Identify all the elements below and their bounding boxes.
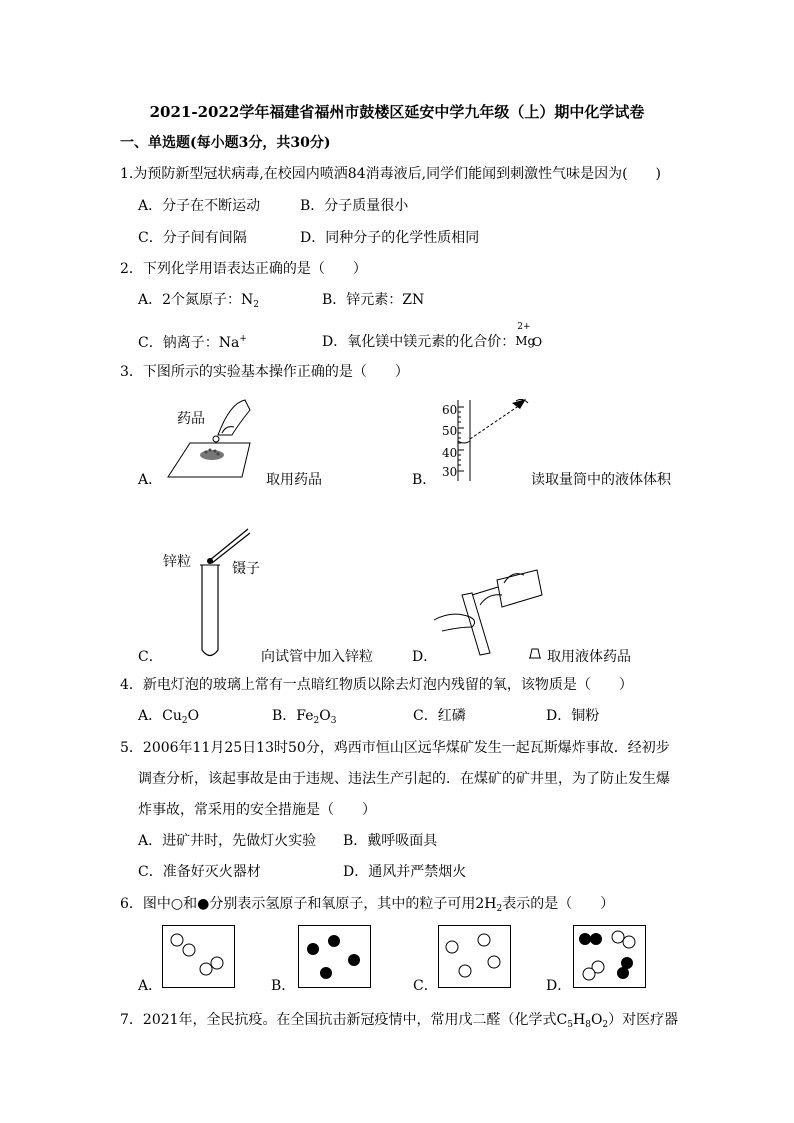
question-6-stem: 6．图中○和●分别表示氢原子和氧原子，其中的粒子可用$2H_2$表示的是（ ） xyxy=(120,896,615,914)
q5-option-c[interactable]: C．准备好灭火器材 xyxy=(138,864,261,880)
q6-box-b xyxy=(298,925,372,989)
q3-c-caption: 向试管中加入锌粒 xyxy=(261,649,373,665)
cyl-tick-60: 60 xyxy=(442,403,458,417)
cyl-tick-30: 30 xyxy=(442,465,458,479)
question-5-line-3: 炸事故，常采用的安全措施是（ ） xyxy=(138,802,376,818)
q1-option-b[interactable]: B．分子质量很小 xyxy=(300,198,409,214)
q2-option-c[interactable]: C．钠离子：Na+ xyxy=(138,334,247,351)
valence-label: 2+ xyxy=(517,322,531,332)
question-2-stem: 2．下列化学用语表达正确的是（ ） xyxy=(120,261,367,277)
q2-option-b[interactable]: B．锌元素：ZN xyxy=(322,292,425,308)
page-title: 2021-2022学年福建省福州市鼓楼区延安中学九年级（上）期中化学试卷 xyxy=(149,103,645,121)
q6-box-c xyxy=(438,925,512,989)
q4-option-b[interactable]: B．$Fe_2O_3$ xyxy=(272,708,337,726)
bottle-stopper-icon xyxy=(527,646,543,662)
question-4-stem: 4．新电灯泡的玻璃上常有一点暗红物质以除去灯泡内残留的氧，该物质是（ ） xyxy=(120,677,633,693)
question-5-line-1: 5．2006年11月25日13时50分，鸡西市恒山区远华煤矿发生一起瓦斯爆炸事故．经初步 xyxy=(120,740,670,756)
q1-option-c[interactable]: C．分子间有间隔 xyxy=(138,230,247,246)
q3-option-d[interactable]: D． xyxy=(412,649,438,665)
q2-option-a[interactable]: A．2个氮原子：$N_2$ xyxy=(138,292,260,310)
q3-option-a[interactable]: A． xyxy=(138,472,163,488)
q3-option-c[interactable]: C． xyxy=(138,649,163,665)
q6-box-d xyxy=(573,925,647,989)
q4-option-d[interactable]: D．铜粉 xyxy=(546,708,600,724)
section-heading: 一、单选题(每小题3分，共30分) xyxy=(120,135,331,151)
q1-option-d[interactable]: D．同种分子的化学性质相同 xyxy=(300,230,480,246)
q5-option-d[interactable]: D．通风并严禁烟火 xyxy=(343,864,467,880)
figure-test-tube-zinc xyxy=(190,525,260,665)
label-drug: 药品 xyxy=(177,411,205,427)
q5-option-b[interactable]: B．戴呼吸面具 xyxy=(343,833,438,849)
q4-option-c[interactable]: C．红磷 xyxy=(413,708,466,724)
label-zinc: 锌粒 xyxy=(163,554,191,570)
q3-d-caption: 取用液体药品 xyxy=(547,649,631,665)
q6-option-a[interactable]: A． xyxy=(138,978,163,994)
q5-option-a[interactable]: A．进矿井时，先做灯火实验 xyxy=(138,833,317,849)
q6-box-a xyxy=(162,925,236,989)
element-mg: Mg xyxy=(515,334,536,348)
question-3-stem: 3．下图所示的实验基本操作正确的是（ ） xyxy=(120,364,409,380)
q4-option-a[interactable]: A．$Cu_2O$ xyxy=(138,708,200,726)
question-1-stem: 1.为预防新型冠状病毒,在校园内喷洒84消毒液后,同学们能闻到刺激性气味是因为( ) xyxy=(120,166,661,182)
q1-option-a[interactable]: A．分子在不断运动 xyxy=(138,198,261,214)
q6-option-b[interactable]: B． xyxy=(271,978,296,994)
q6-option-c[interactable]: C． xyxy=(413,978,438,994)
question-7-stem: 7．2021年，全民抗疫。在全国抗击新冠疫情中，常用戊二醛（化学式$C_5H_8O_2$）对医疗器 xyxy=(120,1012,679,1030)
question-5-line-2: 调查分析，该起事故是由于违规、违法生产引起的．在煤矿的矿井里，为了防止发生爆 xyxy=(138,771,670,787)
cyl-tick-40: 40 xyxy=(442,446,458,460)
q3-option-b[interactable]: B． xyxy=(412,472,437,488)
cyl-tick-50: 50 xyxy=(442,424,458,438)
q3-a-caption: 取用药品 xyxy=(266,472,322,488)
q2-option-d[interactable]: D．氧化镁中镁元素的化合价： 2+ Mg O xyxy=(322,330,542,351)
q3-b-caption: 读取量筒中的液体体积 xyxy=(531,472,671,488)
q6-option-d[interactable]: D． xyxy=(546,978,572,994)
label-tweezers: 镊子 xyxy=(232,561,260,577)
